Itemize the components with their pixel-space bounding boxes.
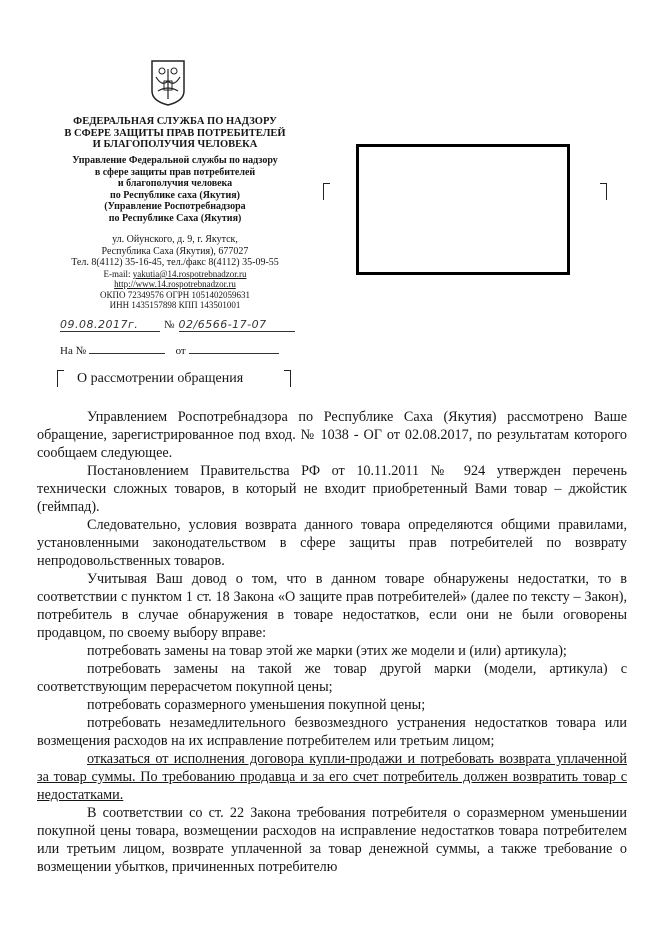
okpo-ogrn: ОКПО 72349576 ОГРН 1051402059631 (100, 289, 250, 300)
address-line: Тел. 8(4112) 35-16-45, тел./факс 8(4112) 35-09-55 (71, 257, 279, 269)
email-link[interactable]: yakutia@14.rospotrebnadzor.ru (132, 269, 247, 279)
recipient-redacted-box (356, 144, 570, 275)
paragraph: Учитывая Ваш довод о том, что в данном товаре обнаружены недостатки, то в соответствии с пунктом 1 ст. 18 Закона «О защите прав потребителей» (далее по тексту – Закон), потребитель в случае обнаружения в товаре недостатков, если они не были оговорены продавцом, по своему выбору вправе: (37, 571, 627, 641)
list-item: потребовать замены на такой же товар другой марки (модели, артикула) с соответствующим перерасчетом покупной цены; (37, 661, 627, 695)
handwritten-number: 02/6566-17-07 (179, 318, 295, 332)
paragraph: Постановлением Правительства РФ от 10.11.2011 № 924 утвержден перечень технически сложных товаров, в который не входит приобретенный Вами товар – джойстик (геймпад). (37, 463, 627, 515)
coat-of-arms-icon (148, 57, 188, 107)
subject-corner-right (284, 370, 291, 387)
contacts-block (40, 269, 310, 311)
address-block (40, 234, 310, 269)
incoming-ref-line (60, 343, 300, 357)
list-item: потребовать соразмерного уменьшения покупной цены; (87, 697, 426, 713)
website-link[interactable]: http://www.14.rospotrebnadzor.ru (114, 279, 236, 290)
agency-line: И БЛАГОПОЛУЧИЯ ЧЕЛОВЕКА (92, 139, 258, 150)
office-line: в сфере защиты прав потребителей (94, 166, 256, 178)
office-line: (Управление Роспотребнадзора (104, 201, 246, 212)
email-line: E-mail: yakutia@14.rospotrebnadzor.ru (103, 269, 247, 279)
address-corner-left (323, 183, 330, 200)
outgoing-ref-line (60, 315, 300, 333)
address-line: Республика Саха (Якутия), 677027 (101, 245, 249, 257)
agency-line: ФЕДЕРАЛЬНАЯ СЛУЖБА ПО НАДЗОРУ (73, 116, 277, 127)
from-label: от (175, 345, 186, 357)
agency-line: В СФЕРЕ ЗАЩИТЫ ПРАВ ПОТРЕБИТЕЛЕЙ (64, 127, 286, 139)
office-line: по Республике саха (Якутия) (110, 189, 240, 201)
address-corner-right (600, 183, 607, 200)
office-name (40, 155, 310, 224)
agency-name (40, 116, 310, 151)
office-line: по Республике Саха (Якутия) (108, 212, 242, 224)
list-item: потребовать незамедлительного безвозмездного устранения недостатков товара или возмещения расходов на их исправление потребителем или третьим лицом; (37, 715, 627, 749)
address-line: ул. Ойунского, д. 9, г. Якутск, (112, 234, 238, 245)
handwritten-date: 09.08.2017г. (60, 318, 160, 332)
incoming-date-blank (189, 343, 279, 354)
subject-line: О рассмотрении обращения (77, 371, 244, 386)
number-label: № (164, 319, 175, 331)
office-line: Управление Федеральной службы по надзору (72, 155, 278, 166)
list-item: потребовать замены на товар этой же марки (этих же модели и (или) артикула); (87, 643, 567, 659)
inn-kpp: ИНН 1435157898 КПП 143501001 (109, 300, 241, 311)
on-number-label: На № (60, 345, 87, 357)
list-item-underlined: отказаться от исполнения договора купли-продажи и потребовать возврата уплаченной за товар суммы. По требованию продавца и за его счет потребитель должен возвратить товар с недостатками. (37, 751, 627, 803)
letter-body (37, 408, 627, 876)
office-line: и благополучия человека (117, 178, 233, 189)
paragraph: Следовательно, условия возврата данного товара определяются общими правилами, установленными законодательством в сфере защиты прав потребителей по возврату непродовольственных товаров. (37, 517, 627, 569)
paragraph: В соответствии со ст. 22 Закона требования потребителя о соразмерном уменьшении покупной цены товара, возмещении расходов на исправление недостатков товара потребителем или третьим лицом, возврате уплаченной за товар денежной суммы, а также требование о возмещении убытков, причиненных потребителю (37, 805, 627, 875)
paragraph: Управлением Роспотребнадзора по Республике Саха (Якутия) рассмотрено Ваше обращение, зарегистрированное под вход. № 1038 - ОГ от 02.08.2017, по результатам которого сообщаем следующее. (37, 409, 627, 461)
subject-corner-left (57, 370, 64, 387)
incoming-number-blank (89, 343, 165, 354)
